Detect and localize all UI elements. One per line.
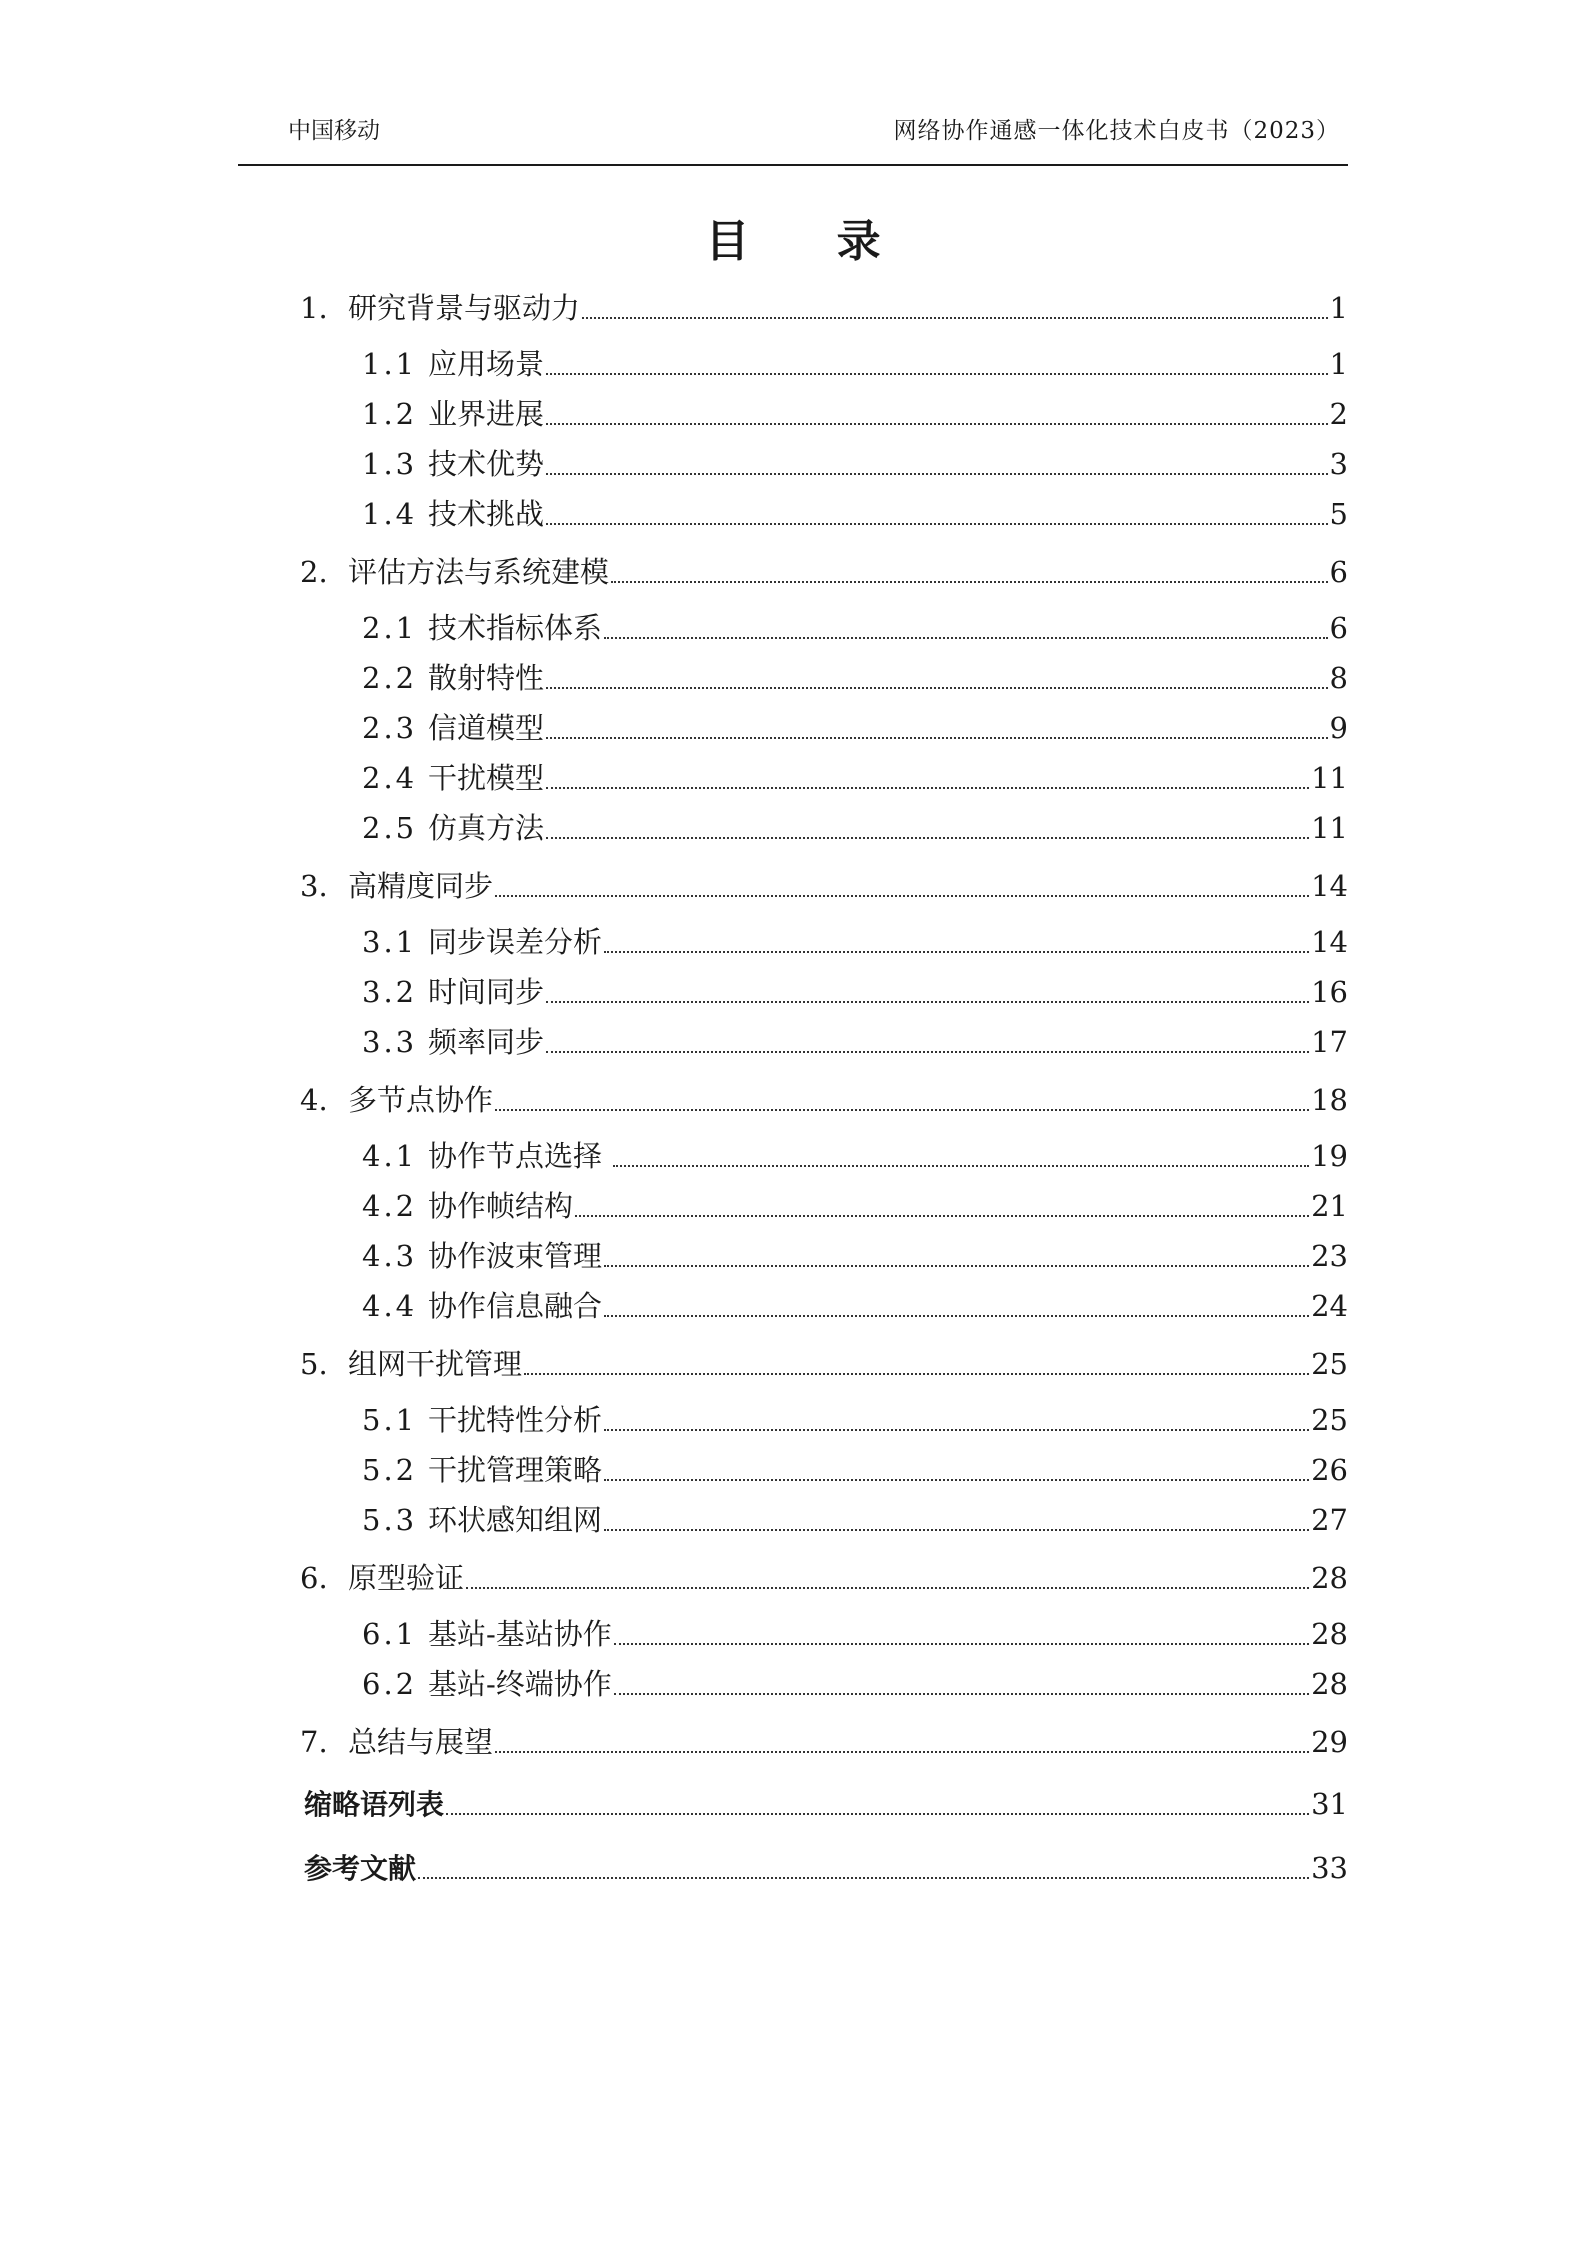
toc-label: 原型验证 xyxy=(348,1561,465,1595)
toc-entry-section[interactable] xyxy=(362,1022,1348,1062)
toc-entry-section[interactable] xyxy=(362,1186,1348,1226)
toc-label: 技术优势 xyxy=(428,447,545,481)
toc-number: 5. xyxy=(300,1347,328,1381)
toc-entry-section[interactable] xyxy=(362,758,1348,798)
toc-page-number: 18 xyxy=(1311,1083,1348,1117)
toc-leader-dots xyxy=(546,787,1309,789)
toc-number: 4.1 xyxy=(362,1139,418,1173)
toc-leader-dots xyxy=(582,317,1328,319)
toc-label: 同步误差分析 xyxy=(428,925,603,959)
toc-page-number: 25 xyxy=(1311,1403,1348,1437)
toc-entry-section[interactable] xyxy=(362,808,1348,848)
toc-number: 3.2 xyxy=(362,975,418,1009)
toc-page-number: 11 xyxy=(1311,761,1348,795)
toc-page-number: 1 xyxy=(1329,347,1348,381)
toc-entry-chapter[interactable] xyxy=(300,1558,1348,1598)
toc-label: 协作信息融合 xyxy=(428,1289,603,1323)
toc-number: 2. xyxy=(300,555,328,589)
toc-label: 技术指标体系 xyxy=(428,611,603,645)
toc-entry-chapter[interactable] xyxy=(300,552,1348,592)
toc-number: 3.3 xyxy=(362,1025,418,1059)
toc-page-number: 19 xyxy=(1311,1139,1348,1173)
toc-number: 1. xyxy=(300,291,328,325)
toc-label: 参考文献 xyxy=(304,1852,417,1885)
toc-label: 干扰特性分析 xyxy=(428,1403,603,1437)
toc-page-number: 11 xyxy=(1311,811,1348,845)
toc-page-number: 5 xyxy=(1329,497,1348,531)
toc-label: 基站-终端协作 xyxy=(428,1667,612,1701)
toc-leader-dots xyxy=(495,1109,1309,1111)
toc-page-number: 9 xyxy=(1329,711,1348,745)
toc-number: 5.1 xyxy=(362,1403,418,1437)
toc-label: 评估方法与系统建模 xyxy=(348,555,610,589)
toc-entry-chapter[interactable] xyxy=(300,1080,1348,1120)
toc-number: 3.1 xyxy=(362,925,418,959)
toc-label: 环状感知组网 xyxy=(428,1503,603,1537)
toc-leader-dots xyxy=(546,473,1328,475)
toc-number: 1.3 xyxy=(362,447,418,481)
toc-entry-section[interactable] xyxy=(362,1236,1348,1276)
toc-leader-dots xyxy=(546,423,1328,425)
toc-label: 干扰管理策略 xyxy=(428,1453,603,1487)
toc-page-number: 6 xyxy=(1329,611,1348,645)
toc-leader-dots xyxy=(604,951,1309,953)
toc-leader-dots xyxy=(546,1001,1309,1003)
toc-page-number: 8 xyxy=(1329,661,1348,695)
toc-label: 散射特性 xyxy=(428,661,545,695)
toc-number: 1.4 xyxy=(362,497,418,531)
toc-number: 2.1 xyxy=(362,611,418,645)
toc-number: 4.4 xyxy=(362,1289,418,1323)
toc-label: 频率同步 xyxy=(428,1025,545,1059)
toc-page-number: 25 xyxy=(1311,1347,1348,1381)
toc-leader-dots xyxy=(524,1373,1309,1375)
toc-number: 4.3 xyxy=(362,1239,418,1273)
toc-label: 多节点协作 xyxy=(348,1083,494,1117)
toc-leader-dots xyxy=(604,1265,1309,1267)
toc-label: 时间同步 xyxy=(428,975,545,1009)
toc-title: 目 录 xyxy=(705,216,917,267)
toc-leader-dots xyxy=(495,1751,1309,1753)
toc-leader-dots xyxy=(466,1587,1309,1589)
toc-label: 仿真方法 xyxy=(428,811,545,845)
toc-leader-dots xyxy=(611,581,1328,583)
toc-label: 组网干扰管理 xyxy=(348,1347,523,1381)
toc-number: 2.4 xyxy=(362,761,418,795)
toc-page-number: 1 xyxy=(1329,291,1348,325)
toc-leader-dots xyxy=(604,1429,1309,1431)
toc-label: 应用场景 xyxy=(428,347,545,381)
toc-page-number: 26 xyxy=(1311,1453,1348,1487)
toc-label: 协作波束管理 xyxy=(428,1239,603,1273)
toc-number: 4.2 xyxy=(362,1189,418,1223)
toc-entry-chapter[interactable] xyxy=(300,288,1348,328)
toc-leader-dots xyxy=(495,895,1309,897)
toc-entry-chapter[interactable] xyxy=(300,866,1348,906)
toc-page-number: 28 xyxy=(1311,1667,1348,1701)
toc-number: 5.3 xyxy=(362,1503,418,1537)
toc-number: 6. xyxy=(300,1561,328,1595)
toc-leader-dots xyxy=(546,837,1309,839)
toc-entry-abbreviations[interactable] xyxy=(304,1784,1348,1824)
toc-label: 业界进展 xyxy=(428,397,545,431)
toc-label: 协作帧结构 xyxy=(428,1189,574,1223)
toc-label: 协作节点选择 xyxy=(428,1139,612,1173)
toc-page-number: 16 xyxy=(1311,975,1348,1009)
toc-number: 2.5 xyxy=(362,811,418,845)
toc-entry-section[interactable] xyxy=(362,1614,1348,1654)
toc-leader-dots xyxy=(546,737,1328,739)
toc-number: 3. xyxy=(300,869,328,903)
toc-number: 2.3 xyxy=(362,711,418,745)
toc-label: 总结与展望 xyxy=(348,1725,494,1759)
toc-page-number: 3 xyxy=(1329,447,1348,481)
toc-leader-dots xyxy=(604,1529,1309,1531)
toc-number: 5.2 xyxy=(362,1453,418,1487)
header-document-title: 网络协作通感一体化技术白皮书（2023） xyxy=(893,118,1340,144)
toc-leader-dots xyxy=(418,1877,1309,1879)
toc-page-number: 29 xyxy=(1311,1725,1348,1759)
toc-number: 6.2 xyxy=(362,1667,418,1701)
toc-entry-section[interactable] xyxy=(362,922,1348,962)
toc-page-number: 33 xyxy=(1311,1851,1348,1885)
toc-page-number: 27 xyxy=(1311,1503,1348,1537)
toc-page-number: 23 xyxy=(1311,1239,1348,1273)
toc-entry-section[interactable] xyxy=(362,1450,1348,1490)
toc-label: 信道模型 xyxy=(428,711,545,745)
toc-page-number: 6 xyxy=(1329,555,1348,589)
toc-entry-references[interactable] xyxy=(304,1848,1348,1888)
toc-entry-section[interactable] xyxy=(362,344,1348,384)
toc-label: 研究背景与驱动力 xyxy=(348,291,581,325)
toc-label: 缩略语列表 xyxy=(304,1788,445,1821)
toc-page-number: 2 xyxy=(1329,397,1348,431)
toc-leader-dots xyxy=(614,1643,1309,1645)
toc-leader-dots xyxy=(446,1813,1309,1815)
toc-page-number: 24 xyxy=(1311,1289,1348,1323)
toc-number: 4. xyxy=(300,1083,328,1117)
toc-entry-section[interactable] xyxy=(362,444,1348,484)
toc-leader-dots xyxy=(575,1215,1309,1217)
toc-label: 干扰模型 xyxy=(428,761,545,795)
toc-leader-dots xyxy=(604,1315,1309,1317)
toc-page-number: 28 xyxy=(1311,1561,1348,1595)
toc-label: 基站-基站协作 xyxy=(428,1617,612,1651)
toc-page-number: 17 xyxy=(1311,1025,1348,1059)
toc-label: 技术挑战 xyxy=(428,497,545,531)
toc-entry-section[interactable] xyxy=(362,608,1348,648)
toc-entry-chapter[interactable] xyxy=(300,1722,1348,1762)
toc-leader-dots xyxy=(613,1165,1309,1167)
toc-page-number: 28 xyxy=(1311,1617,1348,1651)
toc-leader-dots xyxy=(546,1051,1309,1053)
toc-entry-section[interactable] xyxy=(362,1664,1348,1704)
toc-entry-section[interactable] xyxy=(362,1286,1348,1326)
toc-entry-section[interactable] xyxy=(362,708,1348,748)
toc-entry-section[interactable] xyxy=(362,394,1348,434)
toc-number: 1.2 xyxy=(362,397,418,431)
toc-leader-dots xyxy=(604,1479,1309,1481)
toc-number: 6.1 xyxy=(362,1617,418,1651)
toc-number: 7. xyxy=(300,1725,328,1759)
toc-leader-dots xyxy=(614,1693,1309,1695)
toc-entry-section[interactable] xyxy=(362,658,1348,698)
toc-entry-section[interactable] xyxy=(362,494,1348,534)
toc-leader-dots xyxy=(546,523,1328,525)
toc-entry-section[interactable] xyxy=(362,1136,1348,1176)
toc-leader-dots xyxy=(604,637,1328,639)
toc-number: 1.1 xyxy=(362,347,418,381)
toc-entry-section[interactable] xyxy=(362,972,1348,1012)
toc-entry-chapter[interactable] xyxy=(300,1344,1348,1384)
toc-page-number: 14 xyxy=(1311,869,1348,903)
header-company: 中国移动 xyxy=(288,118,380,144)
toc-leader-dots xyxy=(546,373,1328,375)
toc-leader-dots xyxy=(546,687,1328,689)
toc-number: 2.2 xyxy=(362,661,418,695)
toc-entry-section[interactable] xyxy=(362,1500,1348,1540)
toc-entry-section[interactable] xyxy=(362,1400,1348,1440)
toc-page-number: 31 xyxy=(1311,1787,1348,1821)
toc-page-number: 14 xyxy=(1311,925,1348,959)
toc-label: 高精度同步 xyxy=(348,869,494,903)
toc-page-number: 21 xyxy=(1311,1189,1348,1223)
